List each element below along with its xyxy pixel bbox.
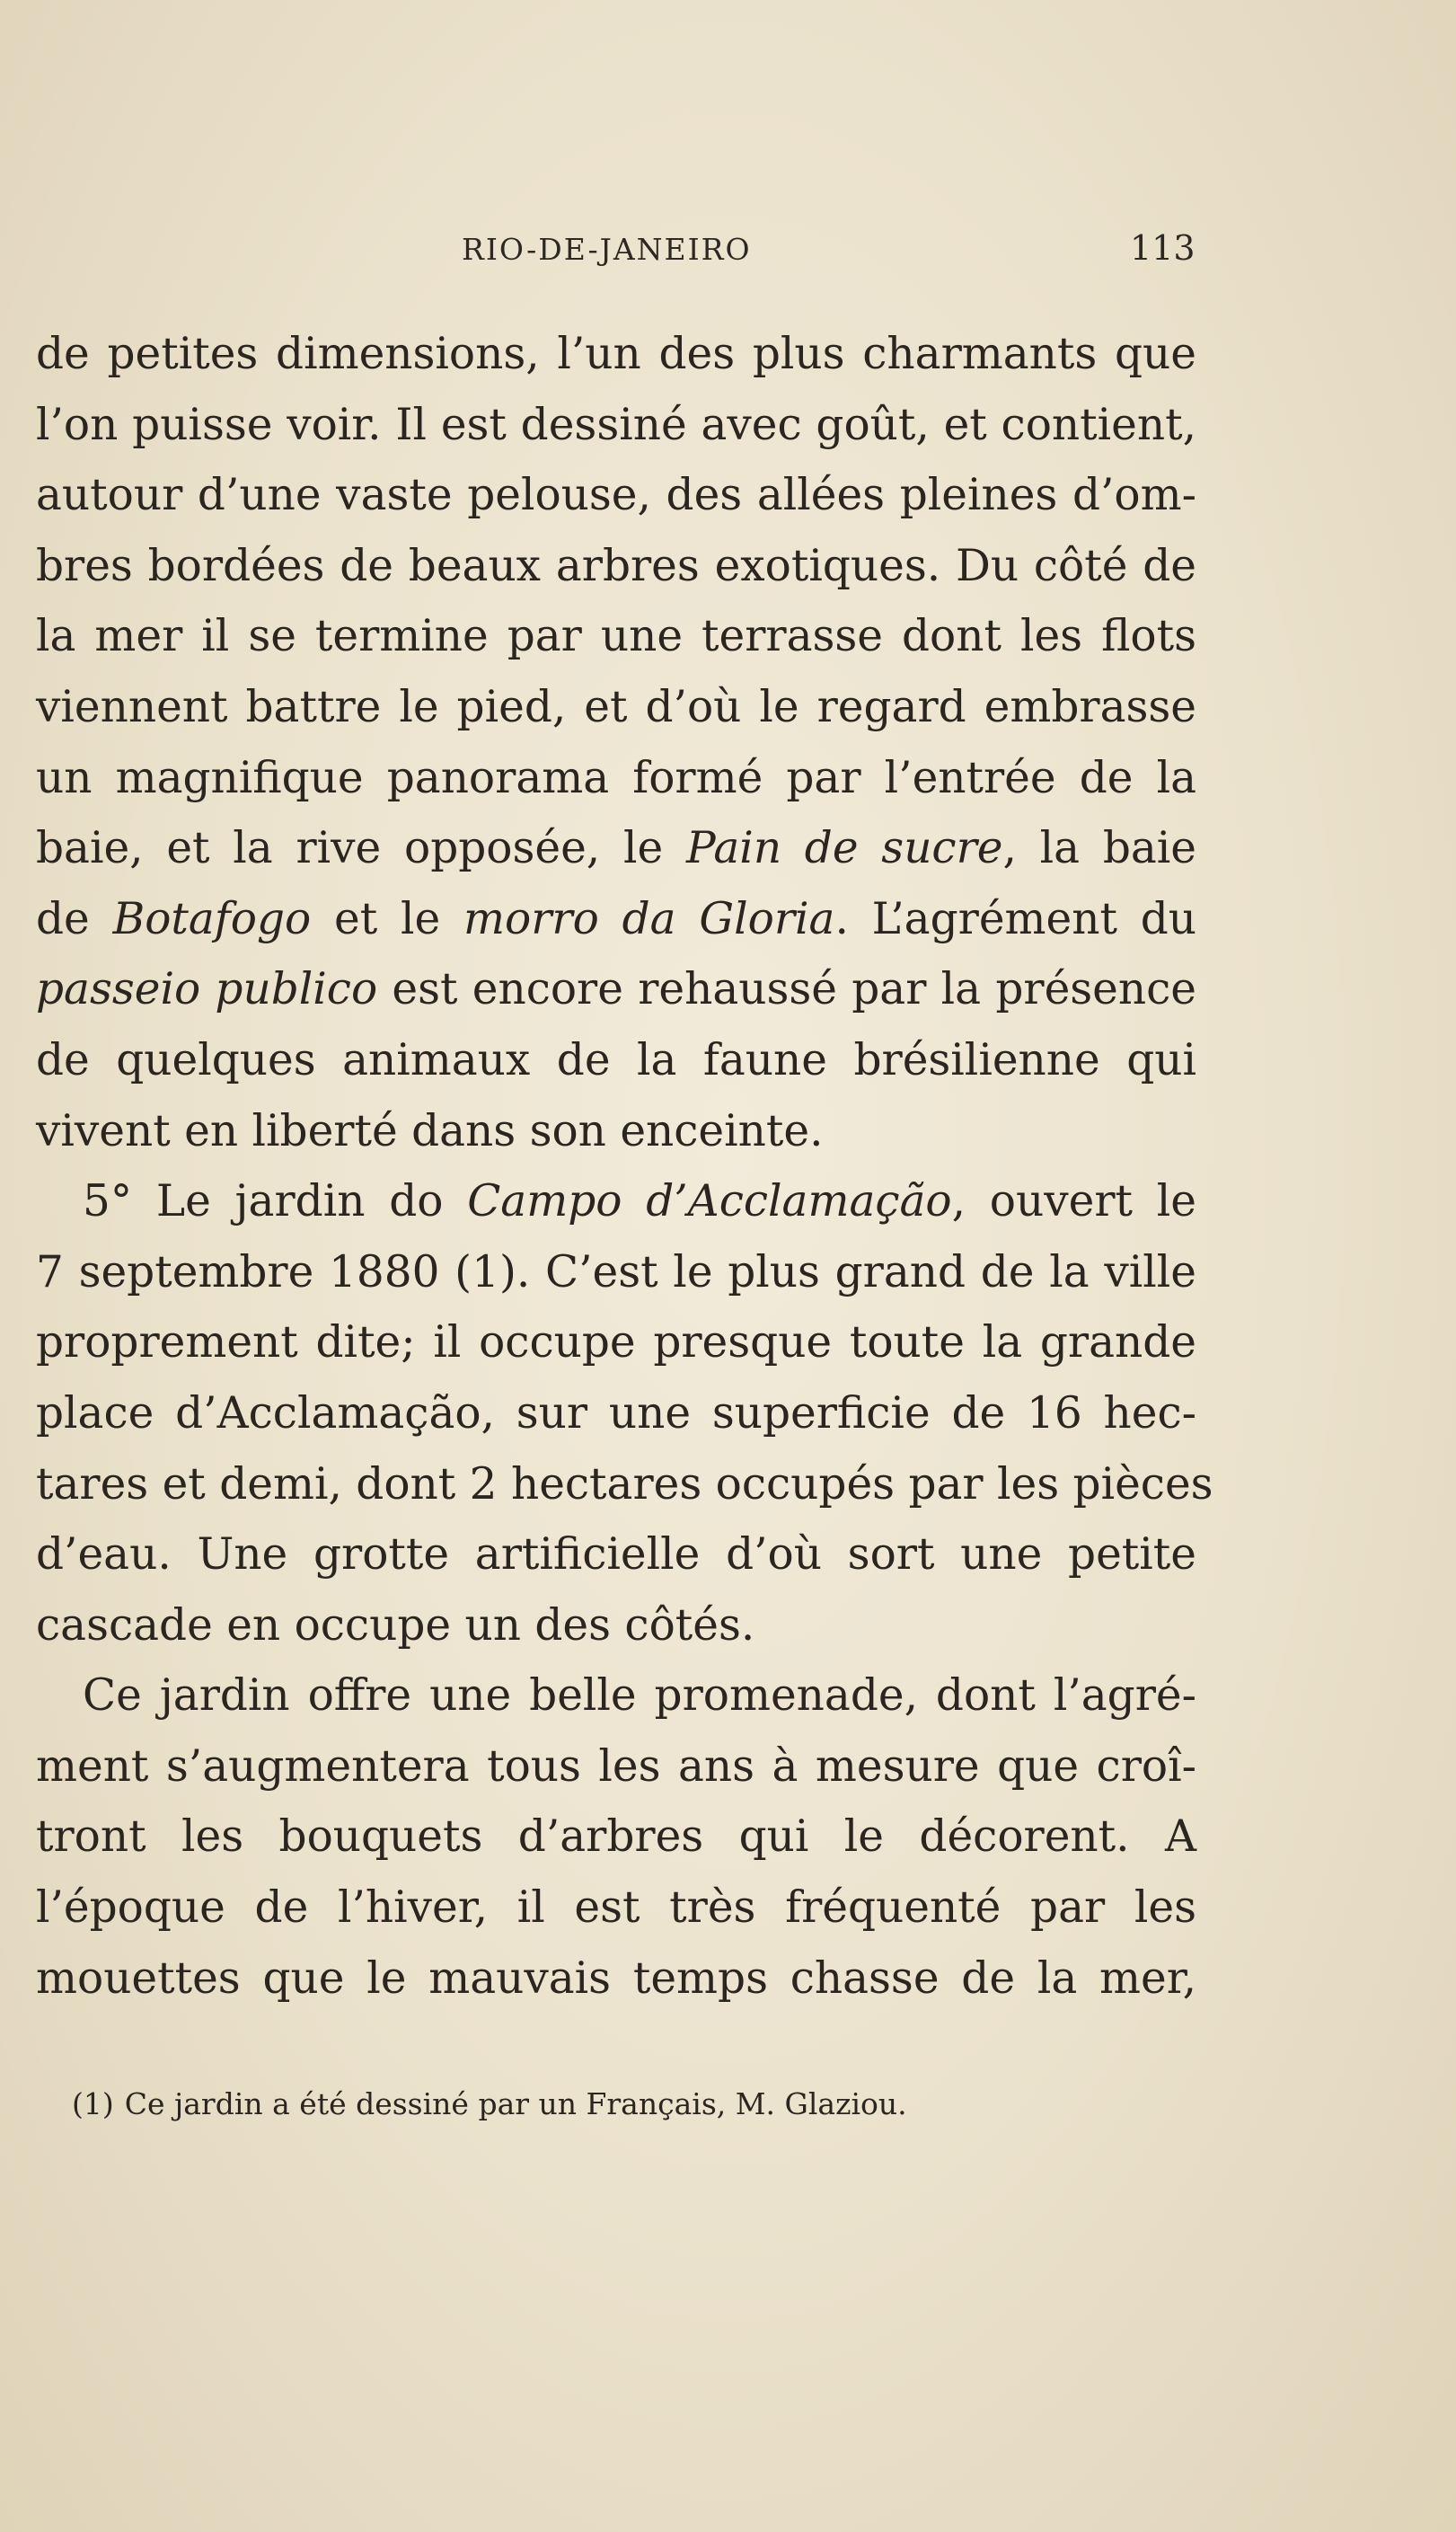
text-line: un magnifique panorama formé par l’entrée de la bbox=[36, 752, 1196, 803]
text-run: est encore rehaussé par la présence bbox=[377, 964, 1196, 1015]
text-run: baie, et la rive opposée, le bbox=[36, 823, 686, 874]
text-line: bres bordées de beaux arbres exotiques. Du côté de bbox=[36, 540, 1196, 591]
text-run: , la baie bbox=[1002, 823, 1197, 874]
italic-term: Campo d’Acclamação bbox=[467, 1176, 952, 1227]
text-line: 7 septembre 1880 (1). C’est le plus grand de la ville bbox=[36, 1246, 1196, 1297]
text-line: place d’Acclamação, sur une superficie de 16 hec- bbox=[36, 1387, 1196, 1439]
text-line: d’eau. Une grotte artificielle d’où sort une petite bbox=[36, 1529, 1196, 1580]
page-header bbox=[36, 228, 1204, 286]
italic-term: morro da Gloria bbox=[463, 893, 835, 944]
text-line: tares et demi, dont 2 hectares occupés par les pièces bbox=[36, 1458, 1213, 1509]
text-line: l’on puisse voir. Il est dessiné avec goût, et contient, bbox=[36, 399, 1196, 450]
text-line: vivent en liberté dans son enceinte. bbox=[36, 1105, 824, 1156]
text-line bbox=[36, 884, 1196, 955]
text-line: tront les bouquets d’arbres qui le décorent. A bbox=[36, 1811, 1196, 1863]
text-line bbox=[36, 1166, 1196, 1237]
text-line: de petites dimensions, l’un des plus charmants que bbox=[36, 329, 1196, 379]
text-line: Ce jardin offre une belle promenade, dont l’agré- bbox=[83, 1670, 1196, 1722]
page-number: 113 bbox=[1130, 228, 1196, 268]
footnote-text: Ce jardin a été dessiné par un Français, M. Glaziou. bbox=[124, 2086, 907, 2121]
text-line: l’époque de l’hiver, il est très fréquenté par les bbox=[36, 1882, 1196, 1934]
text-run: . L’agrément du bbox=[834, 893, 1197, 944]
text-line bbox=[36, 954, 1196, 1025]
text-line bbox=[36, 813, 1196, 884]
text-run: , ouvert le bbox=[951, 1176, 1196, 1227]
body-text bbox=[36, 319, 1213, 2014]
text-run: et le bbox=[311, 893, 464, 944]
text-run: 5° Le jardin do bbox=[83, 1176, 468, 1227]
italic-term: passeio publico bbox=[36, 964, 378, 1015]
footnote bbox=[72, 2086, 1060, 2121]
italic-term: Pain de sucre bbox=[685, 823, 1003, 874]
italic-term: Botafogo bbox=[112, 893, 312, 944]
running-title: RIO-DE-JANEIRO bbox=[462, 232, 752, 267]
text-line: la mer il se termine par une terrasse dont les flots bbox=[36, 611, 1196, 662]
text-line: viennent battre le pied, et d’où le regard embrasse bbox=[36, 681, 1196, 732]
text-line: proprement dite; il occupe presque toute la grande bbox=[36, 1317, 1196, 1368]
text-line: mouettes que le mauvais temps chasse de la mer, bbox=[36, 1952, 1196, 2004]
text-line: ment s’augmentera tous les ans à mesure que croî- bbox=[36, 1740, 1196, 1792]
text-run: de bbox=[36, 893, 113, 944]
paragraph-3 bbox=[36, 1660, 1196, 2014]
text-line: de quelques animaux de la faune brésilienne qui bbox=[36, 1034, 1196, 1085]
paragraph-2 bbox=[36, 1166, 1213, 1660]
paragraph-1 bbox=[36, 319, 1196, 1166]
text-line: autour d’une vaste pelouse, des allées pleines d’om- bbox=[36, 470, 1196, 521]
footnote-marker: (1) bbox=[72, 2086, 114, 2121]
text-line: cascade en occupe un des côtés. bbox=[36, 1599, 755, 1651]
